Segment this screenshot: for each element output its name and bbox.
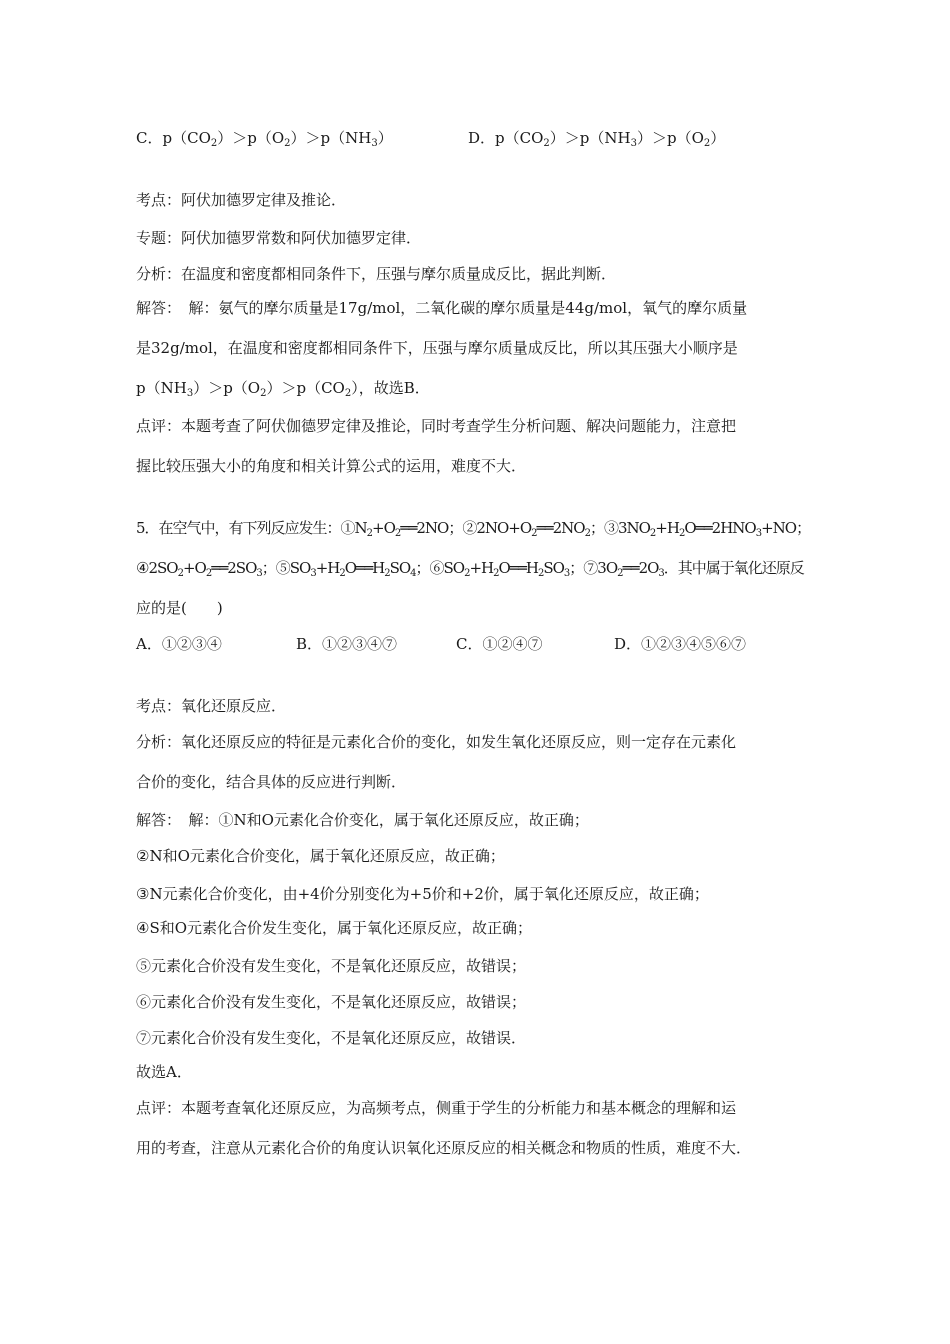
subscript: 2 — [344, 388, 352, 399]
q4-zhuanti: 专题：阿伏加德罗常数和阿伏加德罗定律． — [136, 229, 422, 247]
q5-guxuan: 故选A． — [136, 1063, 192, 1081]
text: p（CO — [495, 129, 544, 147]
q4-fenxi: 分析：在温度和密度都相同条件下，压强与摩尔质量成反比，据此判断． — [136, 265, 617, 283]
text: ；⑥SO — [415, 559, 465, 577]
subscript: 2 — [394, 528, 401, 539]
text: +NO； — [761, 519, 811, 537]
text: ）＞p（O — [217, 129, 285, 147]
text: ══2NO — [536, 519, 585, 537]
subscript: 3 — [256, 568, 262, 579]
text: O══H — [344, 559, 385, 577]
subscript: 3 — [630, 138, 637, 149]
text: O══H — [498, 559, 538, 577]
q5-stem-line-3: 应的是( ) — [136, 599, 223, 617]
subscript: 4 — [410, 568, 416, 579]
q5-dianping-line-1: 点评：本题考查氧化还原反应，为高频考点，侧重于学生的分析能力和基本概念的理解和运 — [136, 1099, 737, 1117]
q5-option-a: A．①②③④ — [136, 635, 222, 653]
subscript: 2 — [617, 568, 623, 579]
q5-dianping-line-2: 用的考查，注意从元素化合价的角度认识氧化还原反应的相关概念和物质的性质，难度不大． — [136, 1139, 752, 1157]
text: ．其中属于氧化还原反 — [663, 559, 804, 577]
q5-jieda-line-6: ⑥元素化合价没有发生变化，不是氧化还原反应，故错误； — [136, 993, 527, 1011]
subscript: 2 — [584, 528, 590, 539]
q5-kaodian: 考点：氧化还原反应． — [136, 697, 287, 715]
text: ；⑤SO — [261, 559, 311, 577]
subscript: 3 — [563, 568, 570, 579]
text: 5．在空气中，有下列反应发生：①N — [136, 519, 367, 537]
q4-jieda-line-1: 解答： 解：氨气的摩尔质量是17g/mol，二氧化碳的摩尔质量是44g/mol，氧气的摩尔质量 — [136, 299, 748, 317]
text: +O — [182, 559, 206, 577]
text: p（CO — [162, 129, 211, 147]
subscript: 3 — [658, 568, 664, 579]
subscript: 3 — [186, 388, 194, 399]
text: ══2NO；②2NO+O — [400, 519, 532, 537]
q5-jieda-line-5: ⑤元素化合价没有发生变化，不是氧化还原反应，故错误； — [136, 957, 527, 975]
text: ）＞p（CO — [266, 379, 345, 397]
subscript: 2 — [649, 528, 656, 539]
subscript: 2 — [339, 568, 345, 579]
text: ══2SO — [211, 559, 257, 577]
text: +O — [372, 519, 395, 537]
text: ④2SO — [136, 559, 178, 577]
subscript: 2 — [384, 568, 390, 579]
subscript: 2 — [537, 568, 544, 579]
text: ）＞p（O — [636, 129, 704, 147]
q4-jieda-line-2: 是32g/mol，在温度和密度都相同条件下，压强与摩尔质量成反比，所以其压强大小顺序是 — [136, 339, 738, 357]
subscript: 2 — [260, 388, 267, 399]
text: ；③3NO — [589, 519, 650, 537]
text: ），故选B． — [351, 379, 430, 397]
text: SO — [543, 559, 564, 577]
q4-jieda-line-3 — [136, 378, 430, 398]
subscript: 3 — [755, 528, 762, 539]
subscript: 2 — [464, 568, 470, 579]
q5-jieda-line-3: ③N元素化合价变化，由+4价分别变化为+5价和+2价，属于氧化还原反应，故正确； — [136, 885, 709, 903]
subscript: 2 — [678, 528, 685, 539]
q4-kaodian: 考点：阿伏加德罗定律及推论． — [136, 191, 347, 209]
q5-option-c: C．①②④⑦ — [456, 635, 543, 653]
subscript: 3 — [371, 138, 378, 149]
subscript: 2 — [284, 138, 291, 149]
text: +H — [315, 559, 340, 577]
subscript: 2 — [210, 138, 218, 149]
text: SO — [389, 559, 411, 577]
q5-jieda-line-2: ②N和O元素化合价变化，属于氧化还原反应，故正确； — [136, 847, 505, 865]
q4-option-c — [136, 128, 393, 148]
q5-jieda-line-4: ④S和O元素化合价发生变化，属于氧化还原反应，故正确； — [136, 919, 533, 937]
q5-option-b: B．①②③④⑦ — [296, 635, 398, 653]
q5-option-d: D．①②③④⑤⑥⑦ — [614, 635, 747, 653]
subscript: 2 — [493, 568, 499, 579]
text: O══2HNO — [684, 519, 756, 537]
subscript: 2 — [703, 138, 711, 149]
q4-option-d — [468, 128, 725, 148]
subscript: 3 — [310, 568, 316, 579]
q5-fenxi-line-1: 分析：氧化还原反应的特征是元素化合价的变化，如发生氧化还原反应，则一定存在元素化 — [136, 733, 737, 751]
q5-jieda-line-7: ⑦元素化合价没有发生变化，不是氧化还原反应，故错误． — [136, 1029, 527, 1047]
text: ）＞p（NH — [290, 129, 372, 147]
q5-stem-line-1 — [136, 518, 810, 538]
q4-dianping-line-2: 握比较压强大小的角度和相关计算公式的运用，难度不大． — [136, 457, 527, 475]
text: +H — [469, 559, 494, 577]
text: p（NH — [136, 379, 187, 397]
text: ）＞p（O — [193, 379, 261, 397]
text: ） — [710, 129, 726, 147]
q4-dianping-line-1: 点评：本题考查了阿伏伽德罗定律及推论，同时考查学生分析问题、解决问题能力，注意把 — [136, 417, 737, 435]
q5-stem-line-2 — [136, 558, 804, 578]
q5-fenxi-line-2: 合价的变化，结合具体的反应进行判断． — [136, 773, 407, 791]
option-label: C． — [136, 129, 163, 147]
subscript: 2 — [205, 568, 212, 579]
text: ）＞p（NH — [549, 129, 631, 147]
subscript: 2 — [531, 528, 537, 539]
q5-jieda-line-1: 解答： 解：①N和O元素化合价变化，属于氧化还原反应，故正确； — [136, 811, 589, 829]
text: +H — [655, 519, 679, 537]
subscript: 2 — [543, 138, 550, 149]
option-label: D． — [468, 129, 496, 147]
text: ） — [377, 129, 393, 147]
text: ══2O — [622, 559, 659, 577]
subscript: 2 — [177, 568, 183, 579]
text: ；⑦3O — [569, 559, 618, 577]
subscript: 2 — [366, 528, 373, 539]
